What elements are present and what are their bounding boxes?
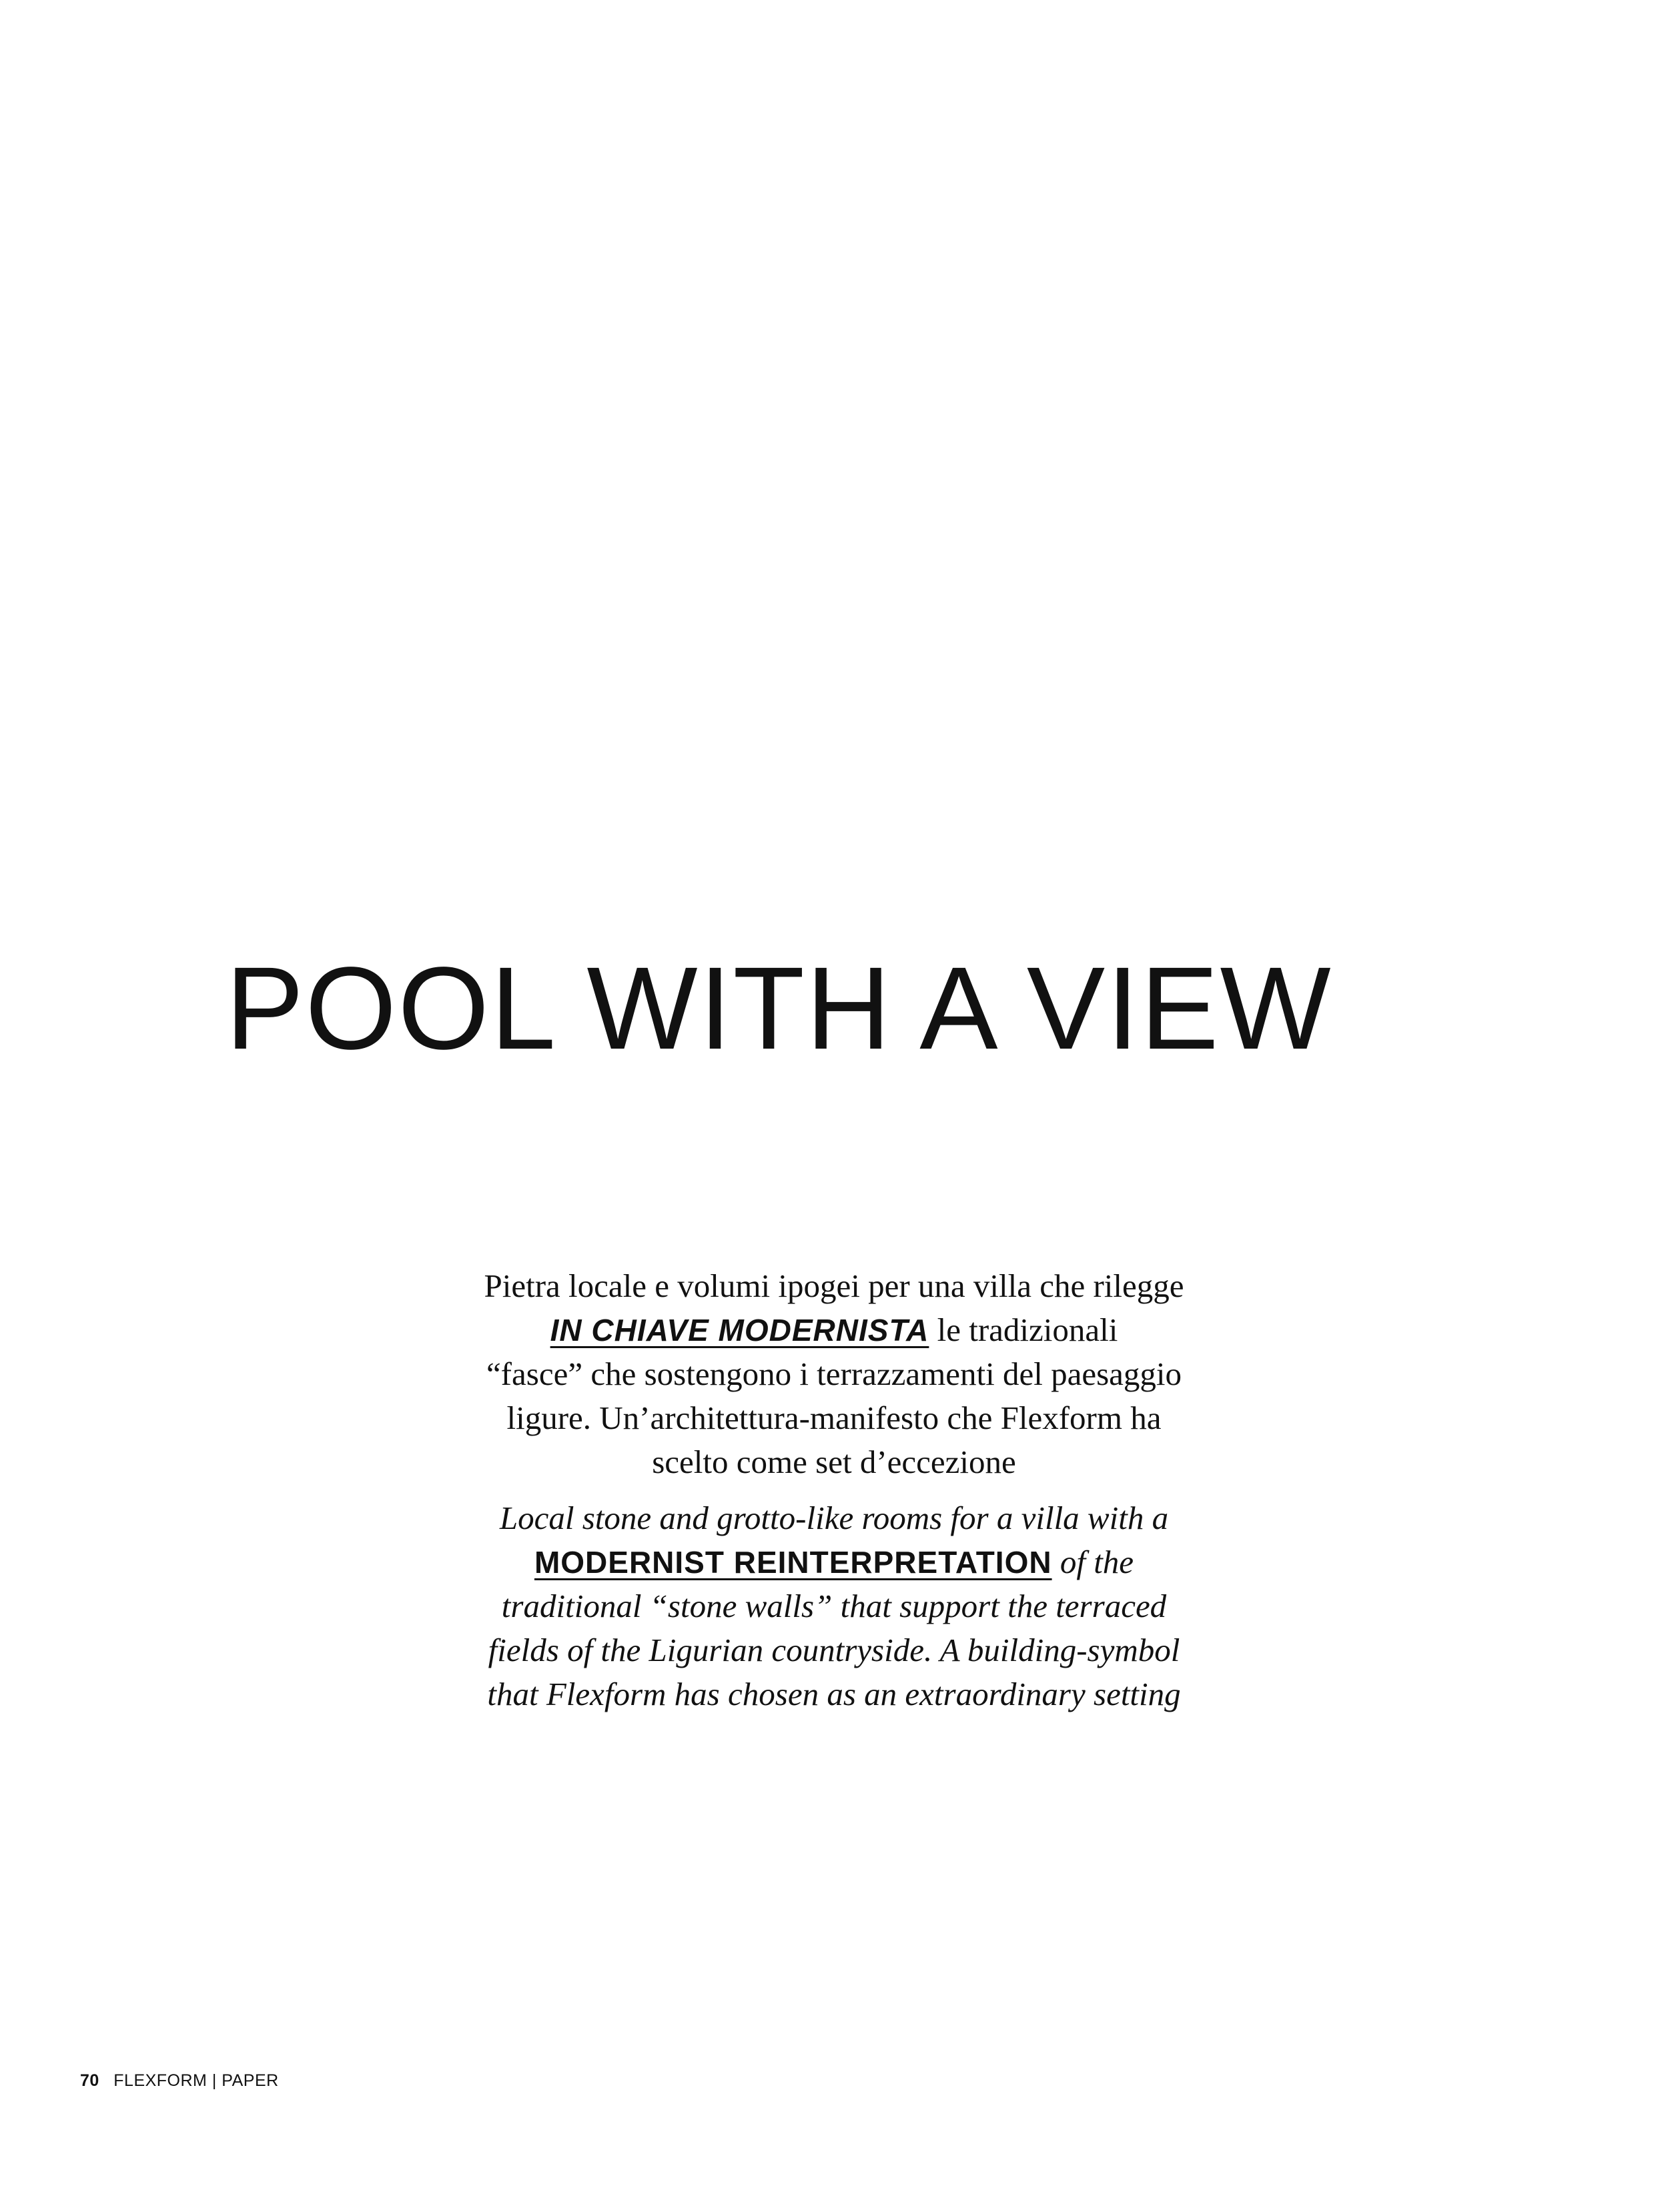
english-highlight: MODERNIST REINTERPRETATION [534,1545,1052,1580]
intro-text-block [400,1264,1268,1716]
italian-line-3: “fasce” che sostengono i terrazzamenti del paesaggio [486,1355,1182,1392]
english-line-2-rest: of the [1052,1544,1134,1580]
italian-line-1: Pietra locale e volumi ipogei per una villa che rilegge [484,1267,1184,1304]
english-line-1: Local stone and grotto-like rooms for a villa with a [499,1500,1169,1536]
page-footer [80,2071,279,2091]
italian-line-4: ligure. Un’architettura-manifesto che Flexform ha [506,1400,1162,1436]
english-paragraph [400,1496,1268,1716]
english-line-5: that Flexform has chosen as an extraordinary setting [487,1676,1181,1712]
page-title: POOL WITH A VIEW [226,962,1332,1069]
title-container [226,962,1493,1069]
italian-highlight: IN CHIAVE MODERNISTA [550,1313,929,1347]
italian-paragraph [400,1264,1268,1484]
english-line-3: traditional “stone walls” that support the terraced [501,1588,1167,1624]
page-number: 70 [80,2071,99,2090]
italian-line-2-rest: le tradizionali [929,1311,1118,1348]
english-line-4: fields of the Ligurian countryside. A building-symbol [488,1632,1180,1668]
publication-name: FLEXFORM | PAPER [113,2071,279,2090]
italian-line-5: scelto come set d’eccezione [652,1444,1016,1480]
